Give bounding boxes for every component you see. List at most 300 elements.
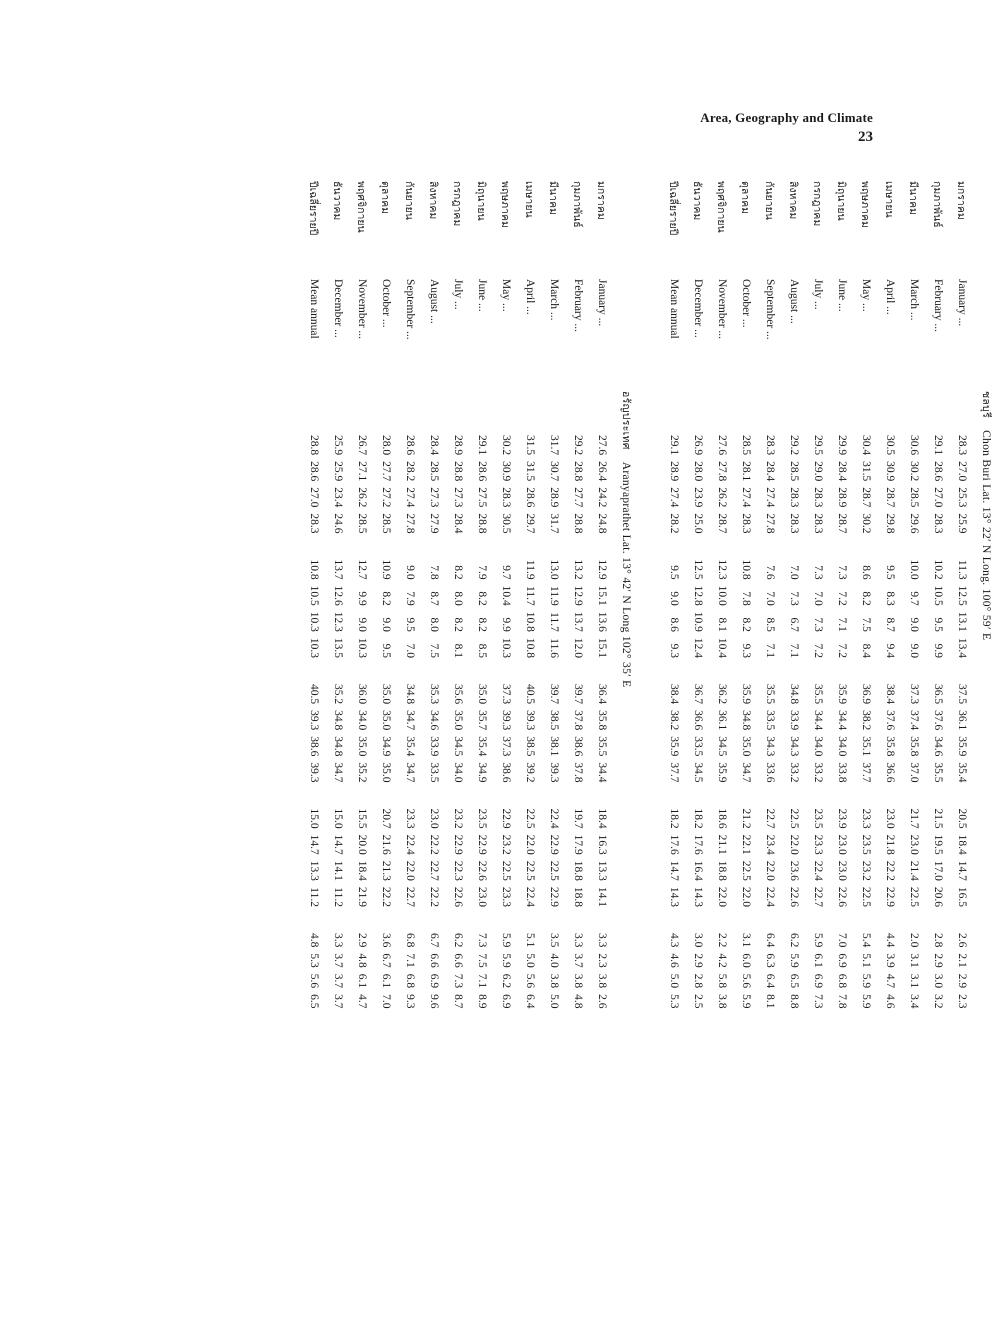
value-cell: 9.7 <box>908 591 920 606</box>
value-cell: 8.5 <box>476 643 488 658</box>
value-cell: 35.9 <box>716 762 728 783</box>
value-cell: 15.0 <box>308 808 320 829</box>
value-cell: 21.2 <box>740 808 752 829</box>
value-cell: 27.4 <box>668 487 680 508</box>
month-english: March ... <box>908 279 920 321</box>
table-row <box>734 178 758 1012</box>
month-english: January ... <box>956 279 968 327</box>
value-cell: 28.4 <box>764 461 776 482</box>
column-gap <box>830 661 854 681</box>
value-cell: 27.6 <box>596 435 608 456</box>
value-cell: 37.8 <box>572 762 584 783</box>
month-thai: สิงหาคม <box>787 181 800 220</box>
value-cell: 6.0 <box>740 953 752 968</box>
column-gap <box>926 910 950 930</box>
value-cell: 28.5 <box>908 487 920 508</box>
value-cell: 3.2 <box>932 994 944 1009</box>
value-cell: 16.3 <box>596 834 608 855</box>
value-cell: 7.1 <box>404 953 416 968</box>
column-gap <box>902 786 926 806</box>
value-cell: 6.8 <box>404 973 416 989</box>
table-row <box>950 178 974 1012</box>
value-cell: 35.5 <box>764 684 776 705</box>
value-cell: 6.7 <box>428 933 440 948</box>
value-cell: 14.7 <box>332 834 344 855</box>
value-cell: 28.4 <box>836 461 848 482</box>
value-cell: 24.2 <box>596 487 608 508</box>
value-cell: 8.2 <box>452 565 464 580</box>
station-heading-row <box>614 178 640 1012</box>
value-cell: 19.5 <box>932 834 944 855</box>
value-cell: 35.9 <box>740 684 752 705</box>
value-cell: 14.7 <box>668 860 680 881</box>
value-cell: 28.6 <box>932 461 944 482</box>
value-cell: 28.8 <box>476 513 488 534</box>
value-cell: 30.2 <box>908 461 920 482</box>
value-cell: 34.8 <box>740 710 752 731</box>
month-thai: กรกฎาคม <box>451 181 464 227</box>
value-cell: 22.4 <box>524 886 536 907</box>
value-cell: 35.0 <box>476 684 488 705</box>
month-english: Mean annual <box>308 279 320 339</box>
value-cell: 9.5 <box>668 565 680 580</box>
value-cell: 10.8 <box>308 559 320 580</box>
month-english: October ... <box>740 279 752 328</box>
column-gap <box>734 661 758 681</box>
month-thai: มิถุนายน <box>475 181 488 221</box>
month-english: June ... <box>476 279 488 312</box>
month-english: April ... <box>884 279 896 315</box>
value-cell: 23.0 <box>908 834 920 855</box>
value-cell: 37.4 <box>908 710 920 731</box>
value-cell: 23.2 <box>860 860 872 881</box>
value-cell: 3.0 <box>932 973 944 989</box>
value-cell: 28.3 <box>308 513 320 534</box>
column-gap <box>566 910 590 930</box>
value-cell: 3.7 <box>572 953 584 968</box>
value-cell: 28.3 <box>500 487 512 508</box>
value-cell: 17.6 <box>692 834 704 855</box>
table-row <box>830 178 854 1012</box>
value-cell: 36.2 <box>716 684 728 705</box>
value-cell: 2.6 <box>956 933 968 948</box>
value-cell: 28.3 <box>788 513 800 534</box>
value-cell: 9.9 <box>932 643 944 658</box>
value-cell: 3.3 <box>572 933 584 948</box>
value-cell: 21.5 <box>932 808 944 829</box>
column-gap <box>470 537 494 557</box>
column-gap <box>374 910 398 930</box>
value-cell: 8.0 <box>428 617 440 632</box>
value-cell: 10.5 <box>308 585 320 606</box>
value-cell: 14.1 <box>332 860 344 881</box>
value-cell: 13.2 <box>572 559 584 580</box>
value-cell: 36.0 <box>356 684 368 705</box>
month-thai: กุมภาพันธ์ <box>931 181 944 228</box>
value-cell: 9.0 <box>404 565 416 580</box>
value-cell: 23.4 <box>332 487 344 508</box>
value-cell: 3.7 <box>332 973 344 989</box>
value-cell: 37.5 <box>956 684 968 705</box>
value-cell: 35.8 <box>884 736 896 757</box>
month-thai: มิถุนายน <box>835 181 848 221</box>
value-cell: 29.1 <box>932 435 944 456</box>
value-cell: 38.6 <box>308 736 320 757</box>
value-cell: 4.8 <box>356 953 368 968</box>
value-cell: 34.5 <box>716 736 728 757</box>
value-cell: 2.2 <box>716 933 728 948</box>
value-cell: 22.5 <box>524 808 536 829</box>
value-cell: 14.7 <box>956 860 968 881</box>
value-cell: 37.7 <box>668 762 680 783</box>
value-cell: 22.5 <box>740 860 752 881</box>
value-cell: 2.3 <box>596 953 608 968</box>
value-cell: 5.0 <box>548 994 560 1009</box>
value-cell: 34.9 <box>380 736 392 757</box>
value-cell: 7.3 <box>476 933 488 948</box>
column-gap <box>518 910 542 930</box>
value-cell: 7.5 <box>428 643 440 658</box>
value-cell: 38.6 <box>500 762 512 783</box>
value-cell: 11.7 <box>548 612 560 632</box>
value-cell: 8.9 <box>476 994 488 1009</box>
value-cell: 28.5 <box>356 513 368 534</box>
column-gap <box>710 910 734 930</box>
value-cell: 2.8 <box>692 973 704 989</box>
value-cell: 7.0 <box>380 994 392 1009</box>
column-gap <box>326 910 350 930</box>
station-heading: Chon Buri Lat. 13° 22′ N Long. 100° 59′ E <box>980 430 993 641</box>
value-cell: 9.3 <box>404 994 416 1009</box>
month-english: June ... <box>836 279 848 312</box>
value-cell: 28.4 <box>428 435 440 456</box>
value-cell: 36.7 <box>692 684 704 705</box>
column-gap <box>590 786 614 806</box>
table-row <box>470 178 494 1012</box>
value-cell: 27.5 <box>476 487 488 508</box>
column-gap <box>470 661 494 681</box>
value-cell: 34.7 <box>332 762 344 783</box>
value-cell: 23.0 <box>836 834 848 855</box>
value-cell: 27.2 <box>380 487 392 508</box>
value-cell: 23.0 <box>428 808 440 829</box>
month-thai: กันยายน <box>763 181 776 220</box>
value-cell: 15.5 <box>356 808 368 829</box>
column-gap <box>926 537 950 557</box>
value-cell: 7.8 <box>428 565 440 580</box>
value-cell: 17.6 <box>668 834 680 855</box>
value-cell: 28.9 <box>836 487 848 508</box>
column-gap <box>806 786 830 806</box>
table-row <box>326 178 350 1012</box>
column-gap <box>518 786 542 806</box>
value-cell: 20.5 <box>956 808 968 829</box>
value-cell: 9.0 <box>908 643 920 658</box>
value-cell: 6.5 <box>788 973 800 989</box>
column-gap <box>950 910 974 930</box>
value-cell: 27.0 <box>308 487 320 508</box>
value-cell: 27.8 <box>716 461 728 482</box>
month-thai: สิงหาคม <box>427 181 440 220</box>
value-cell: 14.3 <box>692 886 704 907</box>
value-cell: 28.3 <box>764 435 776 456</box>
value-cell: 22.4 <box>404 834 416 855</box>
month-thai: ตุลาคม <box>379 181 392 215</box>
value-cell: 3.7 <box>332 953 344 968</box>
value-cell: 14.7 <box>308 834 320 855</box>
value-cell: 28.8 <box>452 461 464 482</box>
value-cell: 5.1 <box>524 933 536 948</box>
value-cell: 6.2 <box>788 933 800 948</box>
value-cell: 34.7 <box>404 762 416 783</box>
month-english: December ... <box>332 279 344 338</box>
table-row <box>758 178 782 1012</box>
value-cell: 28.3 <box>740 513 752 534</box>
value-cell: 8.0 <box>452 591 464 606</box>
column-gap <box>686 661 710 681</box>
value-cell: 9.0 <box>356 617 368 632</box>
value-cell: 4.7 <box>884 973 896 989</box>
value-cell: 7.8 <box>836 994 848 1009</box>
column-gap <box>374 661 398 681</box>
value-cell: 28.5 <box>428 461 440 482</box>
value-cell: 12.9 <box>596 559 608 580</box>
value-cell: 9.9 <box>356 591 368 606</box>
value-cell: 22.2 <box>428 886 440 907</box>
value-cell: 27.6 <box>716 435 728 456</box>
value-cell: 5.9 <box>812 933 824 948</box>
value-cell: 3.8 <box>572 973 584 989</box>
month-english: August ... <box>428 279 440 324</box>
value-cell: 6.1 <box>812 953 824 968</box>
value-cell: 3.1 <box>908 953 920 968</box>
column-gap <box>782 910 806 930</box>
value-cell: 5.9 <box>500 953 512 968</box>
value-cell: 26.4 <box>596 461 608 482</box>
value-cell: 5.9 <box>860 994 872 1009</box>
value-cell: 20.6 <box>932 886 944 907</box>
value-cell: 13.0 <box>548 559 560 580</box>
station-name-thai: ชลบุรี <box>980 391 993 419</box>
value-cell: 6.4 <box>764 933 776 948</box>
month-english: November ... <box>716 279 728 340</box>
column-gap <box>830 537 854 557</box>
value-cell: 34.4 <box>596 762 608 783</box>
section-spacer <box>640 178 662 1012</box>
value-cell: 25.9 <box>332 435 344 456</box>
column-gap <box>350 537 374 557</box>
value-cell: 23.5 <box>860 834 872 855</box>
value-cell: 23.3 <box>812 834 824 855</box>
value-cell: 22.7 <box>812 886 824 907</box>
value-cell: 22.9 <box>548 834 560 855</box>
value-cell: 3.9 <box>884 953 896 968</box>
month-thai: กันยายน <box>403 181 416 220</box>
month-english: December ... <box>692 279 704 338</box>
table-row <box>374 178 398 1012</box>
value-cell: 3.8 <box>548 973 560 989</box>
value-cell: 8.2 <box>476 591 488 606</box>
value-cell: 24.6 <box>332 513 344 534</box>
column-gap <box>566 786 590 806</box>
column-gap <box>518 537 542 557</box>
column-gap <box>518 661 542 681</box>
value-cell: 6.8 <box>836 973 848 989</box>
month-english: February ... <box>572 279 584 333</box>
column-gap <box>398 786 422 806</box>
value-cell: 27.0 <box>932 487 944 508</box>
value-cell: 3.6 <box>380 933 392 948</box>
value-cell: 39.3 <box>548 762 560 783</box>
value-cell: 10.3 <box>500 637 512 658</box>
value-cell: 13.3 <box>596 860 608 881</box>
month-english: March ... <box>548 279 560 321</box>
value-cell: 10.8 <box>524 611 536 632</box>
value-cell: 23.2 <box>500 834 512 855</box>
column-gap <box>662 537 686 557</box>
value-cell: 34.8 <box>404 684 416 705</box>
value-cell: 39.3 <box>308 710 320 731</box>
column-gap <box>542 910 566 930</box>
value-cell: 33.2 <box>812 762 824 783</box>
value-cell: 6.2 <box>500 973 512 989</box>
value-cell: 6.6 <box>428 953 440 968</box>
column-gap <box>686 910 710 930</box>
table-row <box>590 178 614 1012</box>
column-gap <box>446 910 470 930</box>
value-cell: 37.7 <box>860 762 872 783</box>
column-gap <box>398 910 422 930</box>
column-gap <box>878 910 902 930</box>
value-cell: 16.5 <box>956 886 968 907</box>
column-gap <box>302 661 326 681</box>
value-cell: 7.3 <box>812 994 824 1009</box>
value-cell: 8.8 <box>788 994 800 1009</box>
value-cell: 5.8 <box>716 973 728 989</box>
value-cell: 21.6 <box>380 834 392 855</box>
value-cell: 22.4 <box>812 860 824 881</box>
value-cell: 34.7 <box>404 710 416 731</box>
column-gap <box>758 786 782 806</box>
value-cell: 38.5 <box>548 710 560 731</box>
value-cell: 23.9 <box>692 487 704 508</box>
value-cell: 23.0 <box>884 808 896 829</box>
column-gap <box>854 786 878 806</box>
value-cell: 6.9 <box>428 973 440 989</box>
value-cell: 23.3 <box>500 886 512 907</box>
value-cell: 22.4 <box>548 808 560 829</box>
value-cell: 7.0 <box>812 591 824 606</box>
value-cell: 35.6 <box>452 684 464 705</box>
value-cell: 18.4 <box>356 860 368 881</box>
value-cell: 29.9 <box>836 435 848 456</box>
value-cell: 37.0 <box>908 762 920 783</box>
value-cell: 34.8 <box>332 710 344 731</box>
value-cell: 7.2 <box>812 643 824 658</box>
value-cell: 4.3 <box>668 933 680 948</box>
climate-table <box>302 178 1000 1012</box>
value-cell: 33.5 <box>428 762 440 783</box>
value-cell: 6.4 <box>524 994 536 1009</box>
value-cell: 31.7 <box>548 513 560 534</box>
page-number: 23 <box>858 129 873 145</box>
value-cell: 36.1 <box>956 710 968 731</box>
column-gap <box>422 537 446 557</box>
value-cell: 3.7 <box>332 994 344 1009</box>
value-cell: 7.2 <box>836 643 848 658</box>
value-cell: 20.7 <box>380 808 392 829</box>
value-cell: 34.6 <box>932 736 944 757</box>
month-thai: เมษายน <box>523 181 536 218</box>
value-cell: 21.9 <box>356 886 368 907</box>
value-cell: 30.6 <box>908 435 920 456</box>
value-cell: 33.6 <box>764 762 776 783</box>
value-cell: 9.6 <box>428 994 440 1009</box>
value-cell: 21.8 <box>884 834 896 855</box>
value-cell: 38.6 <box>572 736 584 757</box>
value-cell: 35.4 <box>476 736 488 757</box>
value-cell: 8.6 <box>668 617 680 632</box>
value-cell: 34.5 <box>452 736 464 757</box>
value-cell: 15.0 <box>332 808 344 829</box>
table-row <box>782 178 806 1012</box>
value-cell: 39.7 <box>548 684 560 705</box>
value-cell: 6.3 <box>764 953 776 968</box>
column-gap <box>806 661 830 681</box>
value-cell: 36.9 <box>860 684 872 705</box>
column-gap <box>758 537 782 557</box>
column-gap <box>926 661 950 681</box>
value-cell: 28.9 <box>452 435 464 456</box>
value-cell: 18.8 <box>572 860 584 881</box>
value-cell: 2.8 <box>932 933 944 948</box>
value-cell: 29.0 <box>812 461 824 482</box>
value-cell: 15.1 <box>596 585 608 606</box>
value-cell: 26.2 <box>356 487 368 508</box>
value-cell: 22.6 <box>836 886 848 907</box>
month-thai: พฤษภาคม <box>859 181 872 228</box>
value-cell: 28.5 <box>788 461 800 482</box>
value-cell: 11.3 <box>956 559 968 580</box>
value-cell: 28.2 <box>668 513 680 534</box>
value-cell: 2.1 <box>956 953 968 968</box>
value-cell: 7.3 <box>812 617 824 632</box>
value-cell: 9.5 <box>380 643 392 658</box>
month-thai: มีนาคม <box>547 181 560 215</box>
value-cell: 30.4 <box>860 435 872 456</box>
value-cell: 11.9 <box>524 559 536 580</box>
value-cell: 33.5 <box>764 710 776 731</box>
value-cell: 2.5 <box>692 994 704 1009</box>
value-cell: 28.3 <box>812 513 824 534</box>
value-cell: 7.3 <box>788 591 800 606</box>
value-cell: 28.8 <box>572 461 584 482</box>
value-cell: 25.3 <box>956 487 968 508</box>
column-gap <box>446 661 470 681</box>
table-row <box>446 178 470 1012</box>
value-cell: 35.1 <box>860 736 872 757</box>
month-english: November ... <box>356 279 368 340</box>
column-gap <box>350 661 374 681</box>
value-cell: 29.2 <box>572 435 584 456</box>
value-cell: 28.0 <box>380 435 392 456</box>
value-cell: 28.6 <box>404 435 416 456</box>
value-cell: 39.3 <box>308 762 320 783</box>
value-cell: 34.3 <box>788 736 800 757</box>
value-cell: 7.5 <box>860 617 872 632</box>
table-row <box>806 178 830 1012</box>
value-cell: 8.2 <box>452 617 464 632</box>
